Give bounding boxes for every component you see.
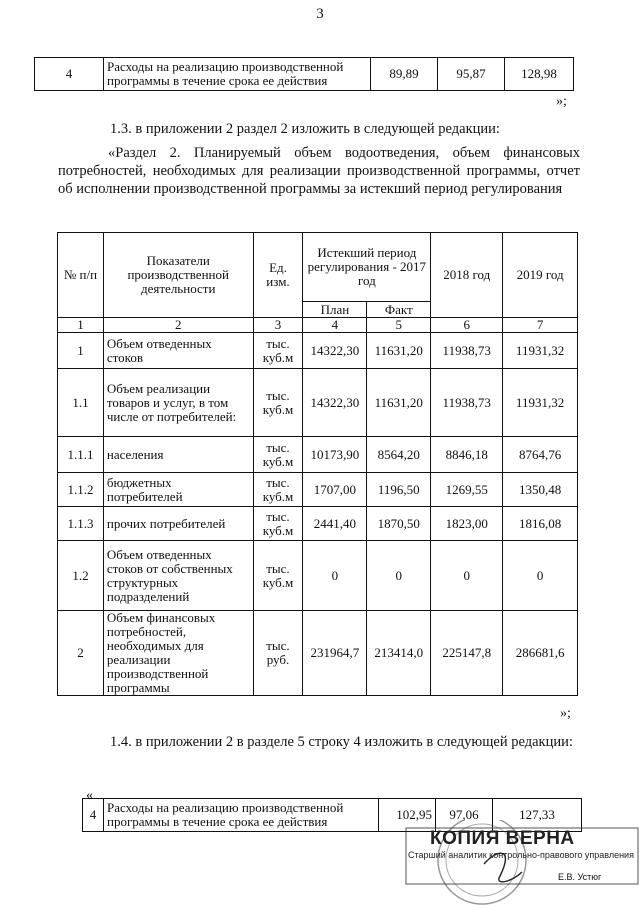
header-2019: 2019 год <box>503 233 578 318</box>
row-number: 1.1.1 <box>58 437 104 473</box>
value-cell: 89,89 <box>371 58 438 91</box>
col-number: 4 <box>303 318 367 333</box>
table-row <box>58 611 578 696</box>
row-plan: 10173,90 <box>303 437 367 473</box>
table-row <box>58 369 578 437</box>
row-name: Объем отведенных стоков <box>103 333 253 369</box>
row-2019: 0 <box>503 541 578 611</box>
col-number: 5 <box>367 318 431 333</box>
row-fact: 1870,50 <box>367 507 431 541</box>
header-row <box>58 233 578 302</box>
table-row <box>58 333 578 369</box>
col-number: 1 <box>58 318 104 333</box>
value-cell: 95,87 <box>438 58 505 91</box>
row-2018: 8846,18 <box>431 437 503 473</box>
row-unit: тыс. куб.м <box>253 437 303 473</box>
table-row <box>58 437 578 473</box>
row-number: 1.1.2 <box>58 473 104 507</box>
row-2018: 225147,8 <box>431 611 503 696</box>
row-fact: 8564,20 <box>367 437 431 473</box>
row-number: 4 <box>35 58 104 91</box>
col-number: 6 <box>431 318 503 333</box>
row-name: Объем отведенных стоков от собственных структурных подразделений <box>103 541 253 611</box>
row-unit: тыс. руб. <box>253 611 303 696</box>
row-number: 2 <box>58 611 104 696</box>
value-cell: 97,06 <box>436 799 493 832</box>
paragraph-item-1-3: 1.3. в приложении 2 раздел 2 изложить в следующей редакции: <box>110 121 500 137</box>
row-fact: 11631,20 <box>367 333 431 369</box>
closing-quote: »; <box>560 706 571 721</box>
row-2018: 1823,00 <box>431 507 503 541</box>
row-number: 1.1.3 <box>58 507 104 541</box>
row-fact: 11631,20 <box>367 369 431 437</box>
row-name: прочих потребителей <box>103 507 253 541</box>
table-row <box>35 58 574 91</box>
row-2019: 11931,32 <box>503 369 578 437</box>
header-fact: Факт <box>367 302 431 318</box>
value-cell: 128,98 <box>505 58 574 91</box>
header-period: Истекший период регулирования - 2017 год <box>303 233 431 302</box>
row-unit: тыс. куб.м <box>253 541 303 611</box>
row-fact: 213414,0 <box>367 611 431 696</box>
row-2018: 0 <box>431 541 503 611</box>
row-plan: 0 <box>303 541 367 611</box>
row-fact: 1196,50 <box>367 473 431 507</box>
row-unit: тыс. куб.м <box>253 507 303 541</box>
header-num: № п/п <box>58 233 104 318</box>
col-number: 2 <box>103 318 253 333</box>
value-cell: 127,33 <box>493 799 582 832</box>
closing-quote: »; <box>556 94 567 109</box>
header-2018: 2018 год <box>431 233 503 318</box>
header-indicator: Показатели производственной деятельности <box>103 233 253 318</box>
col-number: 7 <box>503 318 578 333</box>
row-unit: тыс. куб.м <box>253 369 303 437</box>
page-number: 3 <box>316 6 324 22</box>
row-name: Объем финансовых потребностей, необходимых для реализации производственной программы <box>103 611 253 696</box>
header-plan: План <box>303 302 367 318</box>
row-plan: 2441,40 <box>303 507 367 541</box>
section-heading-text: «Раздел 2. Планируемый объем водоотведения, объем финансовых потребностей, необходимых для реализации производственной программы, отчет об исполнении производственной программы за истекший период регулирования <box>58 145 580 197</box>
top-expense-table <box>34 57 574 91</box>
row-2019: 1816,08 <box>503 507 578 541</box>
header-unit: Ед. изм. <box>253 233 303 318</box>
row-number: 4 <box>83 799 104 832</box>
row-2019: 11931,32 <box>503 333 578 369</box>
row-2019: 1350,48 <box>503 473 578 507</box>
row-name: Объем реализации товаров и услуг, в том числе от потребителей: <box>103 369 253 437</box>
row-name: населения <box>103 437 253 473</box>
row-2019: 8764,76 <box>503 437 578 473</box>
row-plan: 231964,7 <box>303 611 367 696</box>
row-text: Расходы на реализацию производственной программы в течение срока ее действия <box>104 799 379 832</box>
table-row <box>58 507 578 541</box>
row-plan: 14322,30 <box>303 333 367 369</box>
row-number: 1.2 <box>58 541 104 611</box>
main-table <box>57 232 578 696</box>
row-fact: 0 <box>367 541 431 611</box>
row-plan: 14322,30 <box>303 369 367 437</box>
stamp-title: КОПИЯ ВЕРНА <box>430 828 575 849</box>
column-numbers-row <box>58 318 578 333</box>
stamp-name: Е.В. Устюг <box>558 872 602 882</box>
row-unit: тыс. куб.м <box>253 473 303 507</box>
row-plan: 1707,00 <box>303 473 367 507</box>
row-number: 1 <box>58 333 104 369</box>
row-2018: 1269,55 <box>431 473 503 507</box>
row-name: бюджетных потребителей <box>103 473 253 507</box>
stamp-role: Старший аналитик контрольно-правового управления <box>408 850 634 860</box>
row-unit: тыс. куб.м <box>253 333 303 369</box>
row-2019: 286681,6 <box>503 611 578 696</box>
opening-quote: « <box>86 788 93 803</box>
row-text: Расходы на реализацию производственной программы в течение срока ее действия <box>104 58 371 91</box>
table-row <box>58 473 578 507</box>
row-2018: 11938,73 <box>431 333 503 369</box>
value-cell: 102,95 <box>379 799 436 832</box>
paragraph-item-1-4: 1.4. в приложении 2 в разделе 5 строку 4 изложить в следующей редакции: <box>110 734 573 750</box>
row-number: 1.1 <box>58 369 104 437</box>
table-row <box>58 541 578 611</box>
col-number: 3 <box>253 318 303 333</box>
row-2018: 11938,73 <box>431 369 503 437</box>
